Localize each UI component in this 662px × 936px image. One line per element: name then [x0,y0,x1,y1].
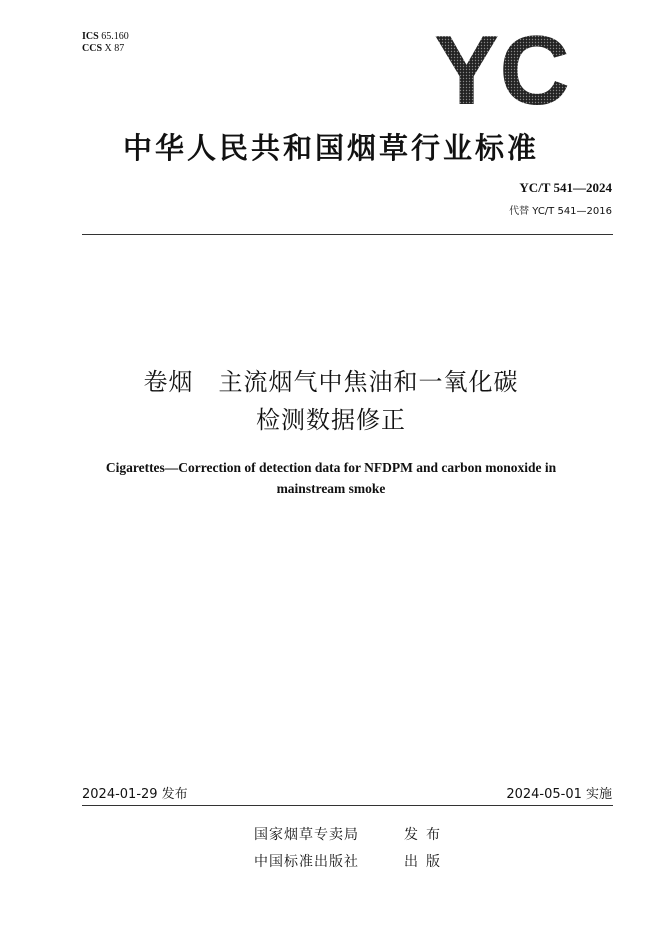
ics-value: 65.160 [101,31,129,42]
logo-text: YC [433,20,571,112]
issuer-name: 国家烟草专卖局 [254,827,359,843]
implementation-date: 2024-05-01 实施 [506,787,612,802]
ics-line [82,31,129,43]
publisher-name: 中国标准出版社 [254,854,359,870]
ccs-label: CCS [82,43,103,54]
footer-divider [82,805,613,806]
title-en-line2: mainstream smoke [276,481,386,496]
publisher-action: 出版 [404,854,448,870]
classification-codes [82,31,129,55]
ccs-value: X 87 [104,43,125,54]
replaces-standard: 代替 YC/T 541—2016 [509,206,612,217]
title-zh-line1: 卷烟 主流烟气中焦油和一氧化碳 [143,368,519,396]
header-divider [82,234,613,235]
ics-label: ICS [82,31,99,42]
title-en-line1: Cigarettes—Correction of detection data for NFDPM and carbon monoxide in [105,460,557,475]
yc-logo [432,20,572,112]
organization-title: 中华人民共和国烟草行业标准 [122,131,539,165]
issuer-action: 发布 [404,827,448,843]
standard-number: YC/T 541—2024 [519,180,612,195]
publish-date: 2024-01-29 发布 [82,787,188,802]
title-zh-line2: 检测数据修正 [256,406,406,434]
ccs-line [82,43,129,55]
